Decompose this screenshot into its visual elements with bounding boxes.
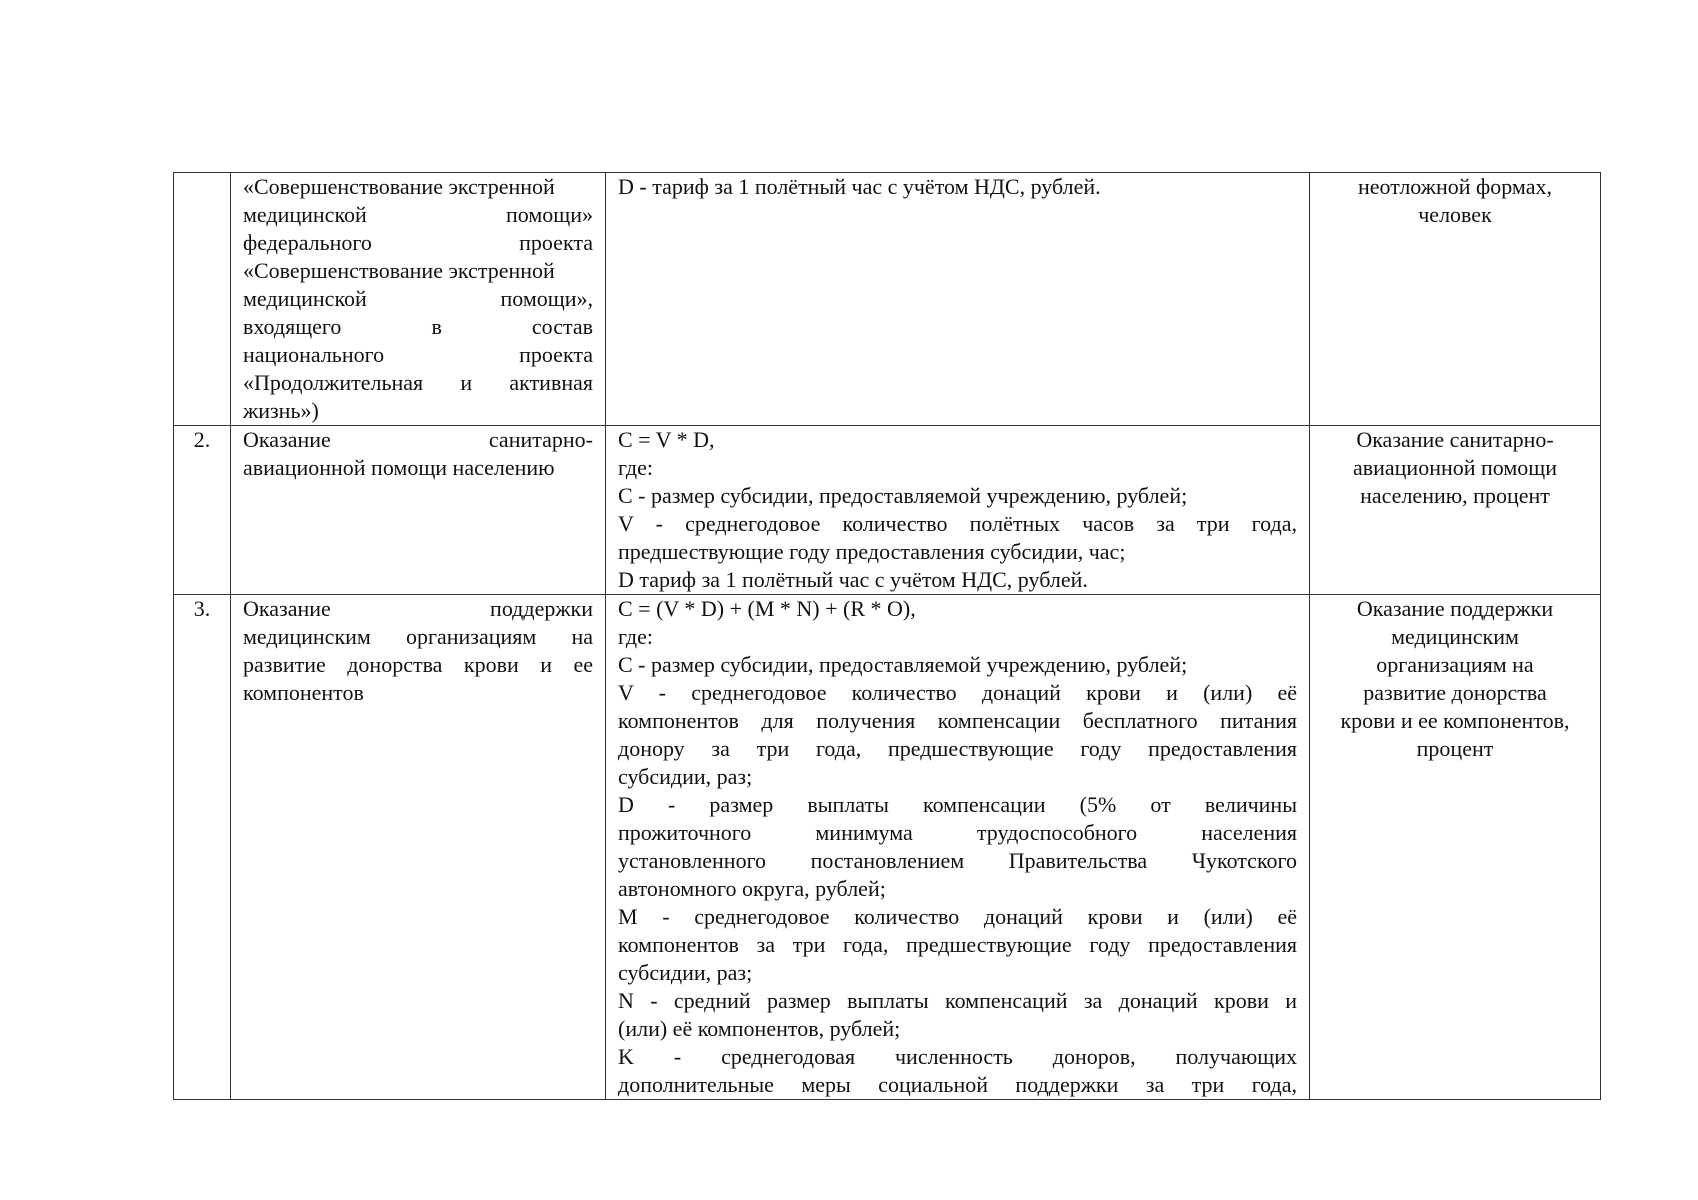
table-row <box>174 173 1601 426</box>
text-line: компонентов за три года, предшествующие году предоставления <box>618 932 1297 957</box>
text-line: компонентов <box>243 680 364 705</box>
text-line: Оказание поддержки <box>243 596 593 621</box>
text-line: Оказание поддержки <box>1356 596 1554 621</box>
text-line: донору за три года, предшествующие году предоставления <box>618 736 1297 761</box>
text-line: где: <box>618 455 653 480</box>
text-line: человек <box>1418 202 1492 227</box>
text-line: установленного постановлением Правительства Чукотского <box>618 848 1297 873</box>
calculation-cell <box>606 426 1310 595</box>
text-line: медицинским организациям на <box>243 624 593 649</box>
text-line: предшествующие году предоставления субсидии, час; <box>618 539 1126 564</box>
text-line: авиационной помощи <box>1352 455 1558 480</box>
text-line: авиационной помощи населению <box>243 455 555 480</box>
text-line: D - тариф за 1 полётный час с учётом НДС, рублей. <box>618 174 1101 199</box>
text-line: неотложной формах, <box>1358 174 1552 199</box>
text-line: C - размер субсидии, предоставляемой учреждению, рублей; <box>618 483 1188 508</box>
text-line: населению, процент <box>1360 483 1550 508</box>
measure-name-cell <box>231 595 606 1100</box>
text-line: D - размер выплаты компенсации (5% от величины <box>618 792 1297 817</box>
measure-name-cell <box>231 173 606 426</box>
indicator-cell <box>1310 426 1601 595</box>
subsidy-table <box>173 172 1601 1100</box>
text-line: субсидии, раз; <box>618 764 753 789</box>
table-row <box>174 426 1601 595</box>
text-line: C - размер субсидии, предоставляемой учреждению, рублей; <box>618 652 1188 677</box>
text-line: развитие донорства крови и ее <box>243 652 593 677</box>
calculation-cell <box>606 173 1310 426</box>
text-line: крови и ее компонентов, <box>1340 708 1570 733</box>
row-number-cell: 3. <box>174 595 231 1100</box>
text-line: национального проекта <box>243 342 593 367</box>
text-line: развитие донорства <box>1363 680 1547 705</box>
text-line: организациям на <box>1376 652 1534 677</box>
text-line: «Продолжительная и активная <box>243 370 593 395</box>
text-line: «Совершенствование экстренной <box>243 258 555 283</box>
text-line: компонентов для получения компенсации бесплатного питания <box>618 708 1297 733</box>
text-line: C = (V * D) + (M * N) + (R * O), <box>618 596 916 621</box>
table-row <box>174 595 1601 1100</box>
text-line: федерального проекта <box>243 230 593 255</box>
text-line: дополнительные меры социальной поддержки за три года, <box>618 1072 1297 1097</box>
text-line: медицинским <box>1391 624 1519 649</box>
text-line: «Совершенствование экстренной <box>243 174 555 199</box>
text-line: прожиточного минимума трудоспособного населения <box>618 820 1297 845</box>
text-line: C = V * D, <box>618 427 715 452</box>
indicator-cell <box>1310 595 1601 1100</box>
text-line: N - средний размер выплаты компенсаций за донаций крови и <box>618 988 1297 1013</box>
text-line: процент <box>1416 736 1494 761</box>
calculation-cell <box>606 595 1310 1100</box>
text-line: Оказание санитарно- <box>1356 427 1554 452</box>
text-line: V - среднегодовое количество донаций крови и (или) её <box>618 680 1297 705</box>
text-line: Оказание санитарно- <box>243 427 593 452</box>
text-line: M - среднегодовое количество донаций крови и (или) её <box>618 904 1297 929</box>
text-line: субсидии, раз; <box>618 960 753 985</box>
text-line: медицинской помощи» <box>243 202 593 227</box>
text-line: входящего в состав <box>243 314 593 339</box>
row-number-cell: 2. <box>174 426 231 595</box>
text-line: D тариф за 1 полётный час с учётом НДС, рублей. <box>618 567 1088 592</box>
measure-name-cell <box>231 426 606 595</box>
text-line: медицинской помощи», <box>243 286 593 311</box>
text-line: (или) её компонентов, рублей; <box>618 1016 901 1041</box>
text-line: жизнь») <box>243 398 319 423</box>
text-line: V - среднегодовое количество полётных часов за три года, <box>618 511 1297 536</box>
row-number-cell <box>174 173 231 426</box>
text-line: где: <box>618 624 653 649</box>
text-line: автономного округа, рублей; <box>618 876 886 901</box>
text-line: K - среднегодовая численность доноров, получающих <box>618 1044 1297 1069</box>
indicator-cell <box>1310 173 1601 426</box>
